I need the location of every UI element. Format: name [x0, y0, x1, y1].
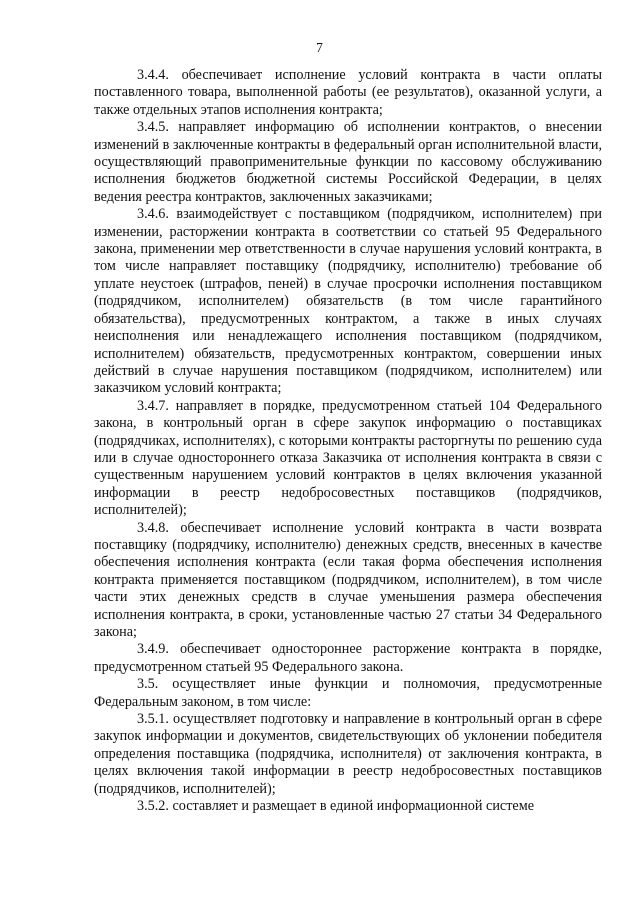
paragraph-3-4-4: 3.4.4. обеспечивает исполнение условий контракта в части оплаты поставленного товара, выполненной работы (ее результатов), оказанной услуги, а также отдельных этапов исполнения контракта; [94, 67, 602, 118]
document-body [94, 67, 602, 815]
paragraph-3-5: 3.5. осуществляет иные функции и полномочия, предусмотренные Федеральным законом, в том числе: [94, 676, 602, 710]
paragraph-3-4-6: 3.4.6. взаимодействует с поставщиком (подрядчиком, исполнителем) при изменении, расторжении контракта в соответствии со статьей 95 Федерального закона, применении мер ответственности в случае нарушения условий контракта, в том числе направляет поставщику (подрядчику, исполнителю) требование об уплате неустоек (штрафов, пеней) в случае просрочки исполнения поставщиком (подрядчиком, исполнителем) обязательств (в том числе гарантийного обязательства), предусмотренных контрактом, а также в иных случаях неисполнения или ненадлежащего исполнения поставщиком (подрядчиком, исполнителем) обязательств, предусмотренных контрактом, совершении иных действий в случае нарушения поставщиком (подрядчиком, исполнителем) или заказчиком условий контракта; [94, 206, 602, 397]
paragraph-3-5-1: 3.5.1. осуществляет подготовку и направление в контрольный орган в сфере закупок информации и документов, свидетельствующих об уклонении победителя определения поставщика (подрядчика, исполнителя) от заключения контракта, в целях включения такой информации в реестр недобросовестных поставщиков (подрядчиков, исполнителей); [94, 711, 602, 797]
paragraph-3-4-5: 3.4.5. направляет информацию об исполнении контрактов, о внесении изменений в заключенные контракты в федеральный орган исполнительной власти, осуществляющий правоприменительные функции по кассовому обслуживанию исполнения бюджетов бюджетной системы Российской Федерации, в целях ведения реестра контрактов, заключенных заказчиками; [94, 119, 602, 205]
paragraph-3-4-9: 3.4.9. обеспечивает одностороннее расторжение контракта в порядке, предусмотренном статьей 95 Федерального закона. [94, 641, 602, 675]
paragraph-3-4-7: 3.4.7. направляет в порядке, предусмотренном статьей 104 Федерального закона, в контрольный орган в сфере закупок информацию о поставщиках (подрядчиках, исполнителях), с которыми контракты расторгнуты по решению суда или в случае одностороннего отказа Заказчика от исполнения контракта в связи с существенным нарушением условий контрактов в целях включения указанной информации в реестр недобросовестных поставщиков (подрядчиков, исполнителей); [94, 397, 602, 519]
paragraph-3-5-2: 3.5.2. составляет и размещает в единой информационной системе [137, 798, 534, 815]
paragraph-3-4-8: 3.4.8. обеспечивает исполнение условий контракта в части возврата поставщику (подрядчику, исполнителю) денежных средств, внесенных в качестве обеспечения исполнения контракта (если такая форма обеспечения исполнения контракта применяется поставщиком (подрядчиком, исполнителем), в том числе части этих денежных средств в случае уменьшения размера обеспечения исполнения контракта, в сроки, установленные частью 27 статьи 34 Федерального закона; [94, 519, 602, 640]
page-number: 7 [316, 40, 323, 55]
